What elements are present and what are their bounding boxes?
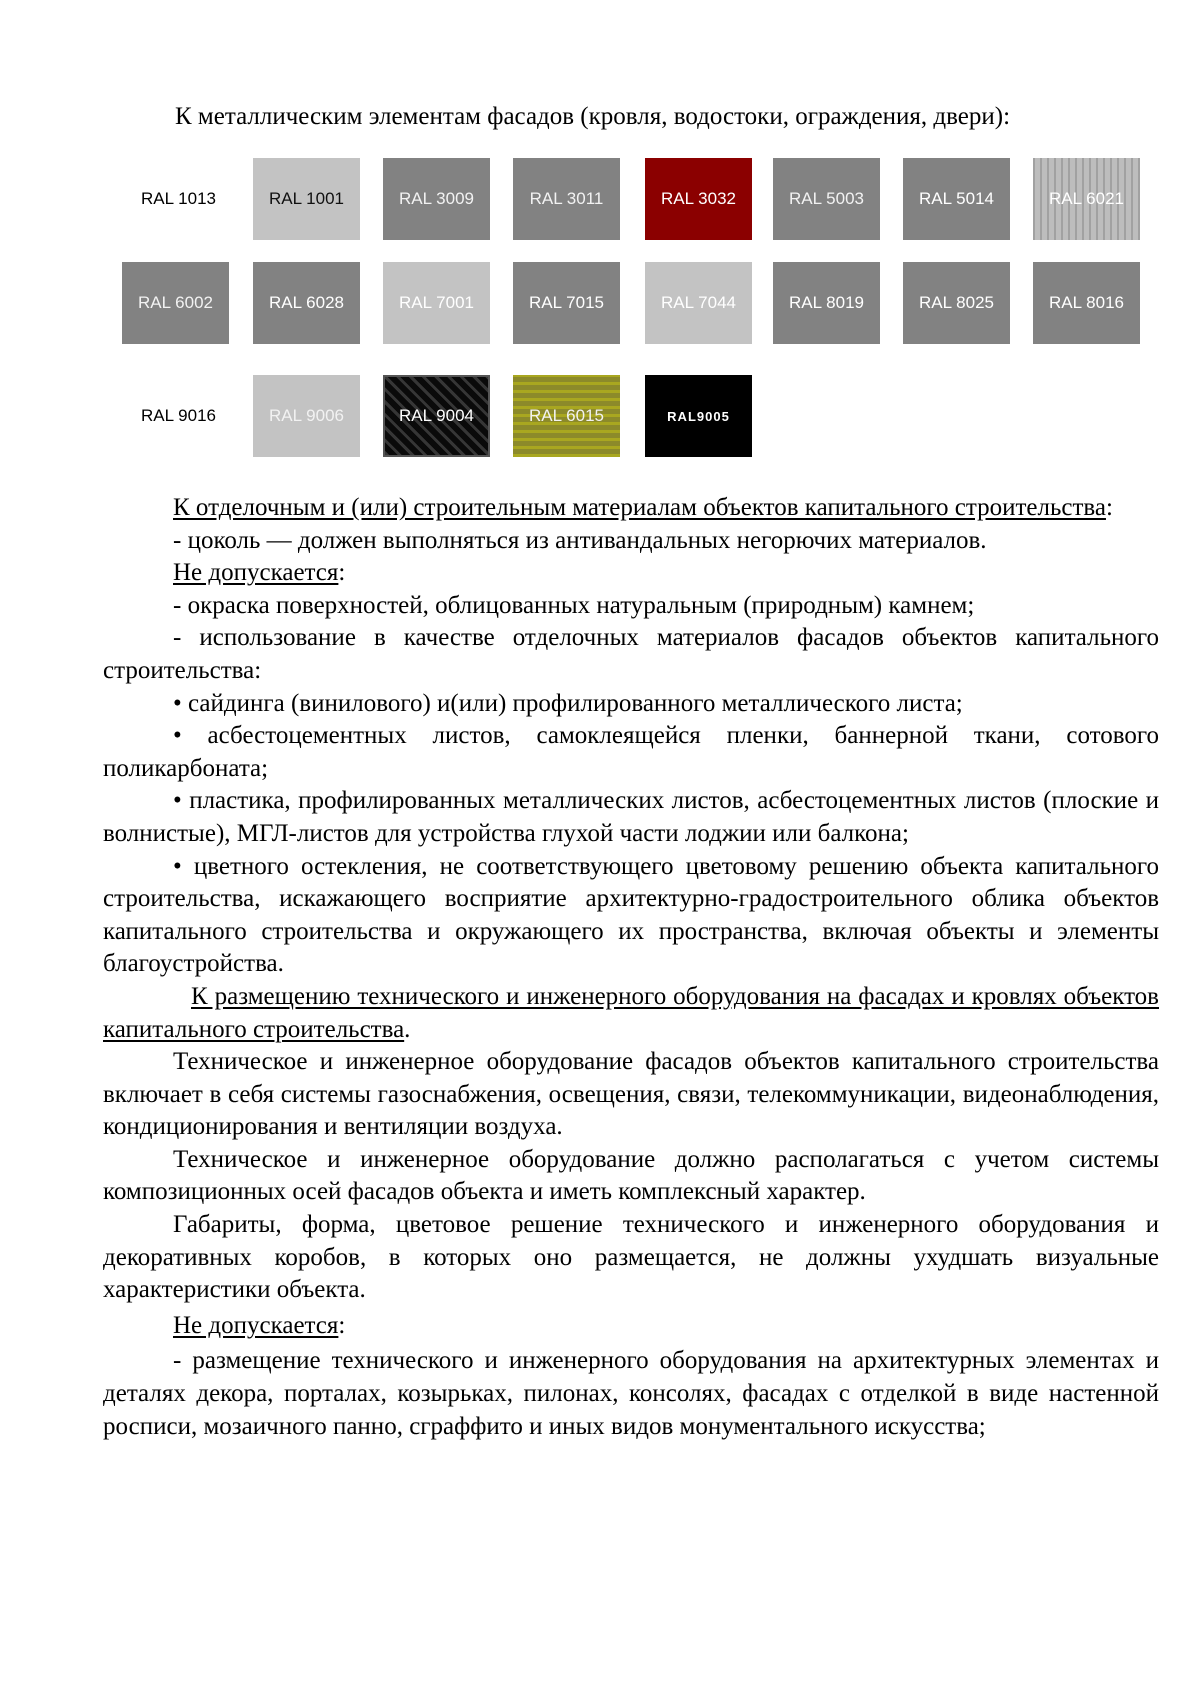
paragraph-equipment-dimensions: Габариты, форма, цветовое решение технического и инженерного оборудования и декоративных коробов, в которых оно размещается, не должны ухудшать визуальные характеристики объекта.: [103, 1211, 1159, 1304]
swatch-label: RAL 6015: [529, 406, 604, 425]
swatch-ral-1013: [125, 158, 232, 240]
swatch-label: RAL 6021: [1049, 189, 1124, 208]
swatch-label: RAL 7044: [661, 293, 736, 312]
swatch-ral-9016: [125, 375, 232, 457]
swatch-label: RAL 9016: [141, 406, 216, 425]
swatch-ral-7044: [645, 262, 752, 344]
swatch-label: RAL 9004: [399, 406, 474, 425]
swatch-label: RAL 9006: [269, 406, 344, 425]
swatch-ral-5014: [903, 158, 1010, 240]
swatch-label: RAL 1013: [141, 189, 216, 208]
swatch-label: RAL 5014: [919, 189, 994, 208]
heading-text: К размещению технического и инженерного оборудования на фасадах и кровлях объектов капитального строительства: [103, 982, 1159, 1043]
paragraph-plinth: - цоколь — должен выполняться из антивандальных негорючих материалов.: [173, 526, 987, 554]
swatch-ral-9006: [253, 375, 360, 457]
body-text: [103, 492, 1159, 1443]
swatch-label: RAL 3011: [529, 189, 604, 208]
swatch-ral-8016: [1033, 262, 1140, 344]
swatch-ral-8019: [773, 262, 880, 344]
swatch-label: RAL9005: [667, 408, 730, 424]
swatch-label: RAL 8019: [789, 293, 864, 312]
swatch-ral-3032: [645, 158, 752, 240]
paragraph-equipment-includes: Техническое и инженерное оборудование фасадов объектов капитального строительства включает в себя системы газоснабжения, освещения, связи, телекоммуникации, видеонаблюдения, кондиционирования и вентиляции воздуха.: [103, 1048, 1159, 1141]
paragraph-painting: - окраска поверхностей, облицованных натуральным (природным) камнем;: [173, 591, 975, 619]
swatch-label: RAL 1001: [269, 189, 344, 208]
section-heading-equipment: К размещению технического и инженерного оборудования на фасадах и кровлях объектов капитального строительства.: [103, 982, 1159, 1043]
swatch-label: RAL 3032: [661, 189, 736, 208]
swatch-ral-8025: [903, 262, 1010, 344]
paragraph-usage: - использование в качестве отделочных материалов фасадов объектов капитального строительства:: [103, 624, 1159, 684]
swatch-ral-7015: [513, 262, 620, 344]
bullet-glazing: • цветного остекления, не соответствующего цветовому решению объекта капитального строительства, искажающего восприятие архитектурно-градостроительного облика объектов капитального строительства и окружающего их пространства, включая объекты и элементы благоустройства.: [103, 852, 1159, 978]
paragraph-placement: - размещение технического и инженерного оборудования на архитектурных элементах и деталях декора, порталах, козырьках, пилонах, консолях, фасадах с отделкой в виде настенной росписи, мозаичного панно, сграффито и иных видов монументального искусства;: [103, 1347, 1159, 1440]
heading-text: К отделочным и (или) строительным материалам объектов капитального строительства: [173, 494, 1106, 521]
swatch-ral-9005: [645, 375, 752, 457]
swatch-label: RAL 8016: [1049, 293, 1124, 312]
bullet-plastic: • пластика, профилированных металлических листов, асбестоцементных листов (плоские и волнистые), МГЛ-листов для устройства глухой части лоджии или балкона;: [103, 787, 1159, 847]
swatch-label: RAL 6002: [138, 293, 213, 312]
not-allowed-heading: Не допускается:: [173, 559, 346, 587]
bullet-asbestos: • асбестоцементных листов, самоклеящейся пленки, баннерной ткани, сотового поликарбоната;: [103, 722, 1159, 782]
swatch-label: RAL 6028: [269, 293, 344, 312]
swatch-ral-3011: [513, 158, 620, 240]
intro-heading: К металлическим элементам фасадов (кровля, водостоки, ограждения, двери):: [175, 103, 1011, 130]
swatch-ral-5003: [773, 158, 880, 240]
swatch-label: RAL 7001: [399, 293, 474, 312]
swatch-ral-1001: [253, 158, 360, 240]
swatch-ral-7001: [383, 262, 490, 344]
swatch-ral-6002: [122, 262, 229, 344]
swatch-ral-6028: [253, 262, 360, 344]
paragraph-equipment-axes: Техническое и инженерное оборудование должно располагаться с учетом системы композиционных осей фасадов объекта и иметь комплексный характер.: [103, 1145, 1159, 1206]
bullet-siding: • сайдинга (винилового) и(или) профилированного металлического листа;: [173, 689, 963, 717]
swatch-label: RAL 5003: [789, 189, 864, 208]
swatch-ral-6021: [1033, 158, 1140, 240]
section-heading-materials: К отделочным и (или) строительным материалам объектов капитального строительства:: [173, 494, 1113, 521]
swatch-label: RAL 7015: [529, 293, 604, 312]
swatch-ral-9004: [383, 375, 490, 457]
swatch-label: RAL 3009: [399, 189, 474, 208]
swatch-ral-3009: [383, 158, 490, 240]
not-allowed-heading-2: Не допускается:: [173, 1311, 346, 1339]
swatch-ral-6015: [513, 375, 620, 457]
swatch-label: RAL 8025: [919, 293, 994, 312]
